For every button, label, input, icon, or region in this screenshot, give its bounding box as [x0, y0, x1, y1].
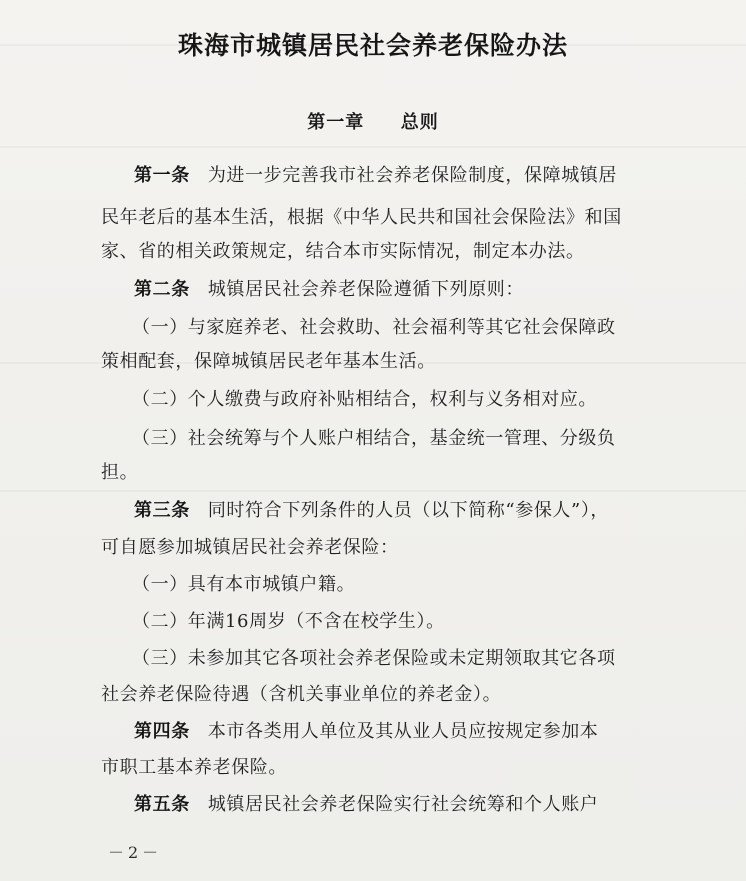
article-number: 第五条	[134, 794, 190, 815]
paragraph-line	[132, 644, 616, 670]
paragraph-text: 本市各类用人单位及其从业人员应按规定参加本	[207, 721, 599, 742]
paragraph-line	[134, 496, 609, 522]
paragraph-text: 担。	[101, 462, 139, 483]
paragraph-text: 可自愿参加城镇居民社会养老保险：	[101, 537, 399, 558]
paragraph-line	[134, 275, 524, 301]
paragraph-line	[132, 313, 616, 339]
paragraph-text: （二）个人缴费与政府补贴相结合，权利与义务相对应。	[132, 389, 597, 410]
paragraph-text: 社会养老保险待遇（含机关事业单位的养老金）。	[101, 684, 502, 705]
paragraph-line	[132, 385, 597, 411]
scan-artifact	[0, 490, 746, 492]
scan-artifact	[0, 146, 746, 148]
paragraph-text: （二）年满16周岁（不含在校学生）。	[132, 611, 445, 632]
page-number: －2－	[108, 843, 163, 862]
paragraph-line	[101, 203, 622, 229]
chapter-label: 第一章	[307, 112, 365, 133]
paragraph-line	[134, 161, 617, 187]
article-number: 第一条	[134, 165, 190, 186]
chapter-heading	[0, 108, 746, 134]
paragraph-line	[101, 458, 138, 484]
paragraph-text: （三）未参加其它各项社会养老保险或未定期领取其它各项	[132, 648, 616, 669]
paragraph-text: 同时符合下列条件的人员（以下简称“参保人”），	[207, 500, 610, 521]
paragraph-text: （三）社会统筹与个人账户相结合，基金统一管理、分级负	[132, 428, 616, 449]
article-number: 第四条	[134, 721, 190, 742]
paragraph-line	[101, 753, 287, 779]
paragraph-line	[132, 570, 355, 596]
paragraph-line	[101, 237, 585, 263]
paragraph-line	[134, 790, 598, 816]
paragraph-line	[101, 347, 436, 373]
paragraph-line	[132, 424, 616, 450]
document-title: 珠海市城镇居民社会养老保险办法	[177, 31, 568, 60]
paragraph-text: （一）与家庭养老、社会救助、社会福利等其它社会保障政	[132, 317, 616, 338]
paragraph-text: 市职工基本养老保险。	[101, 757, 287, 778]
paragraph-line	[132, 607, 445, 633]
paragraph-text: 为进一步完善我市社会养老保险制度，保障城镇居	[207, 165, 618, 186]
paragraph-text: 民年老后的基本生活，根据《中华人民共和国社会保险法》和国	[101, 207, 622, 228]
paragraph-line	[134, 717, 598, 743]
paragraph-text: 城镇居民社会养老保险实行社会统筹和个人账户	[207, 794, 599, 815]
article-number: 第二条	[134, 279, 190, 300]
chapter-name: 总则	[400, 112, 439, 133]
article-number: 第三条	[134, 500, 190, 521]
paragraph-text: （一）具有本市城镇户籍。	[132, 574, 356, 595]
paragraph-line	[101, 680, 501, 706]
paragraph-text: 城镇居民社会养老保险遵循下列原则：	[207, 279, 525, 300]
paragraph-text: 家、省的相关政策规定，结合本市实际情况，制定本办法。	[101, 241, 585, 262]
paragraph-line	[101, 533, 399, 559]
paragraph-text: 策相配套，保障城镇居民老年基本生活。	[101, 351, 436, 372]
